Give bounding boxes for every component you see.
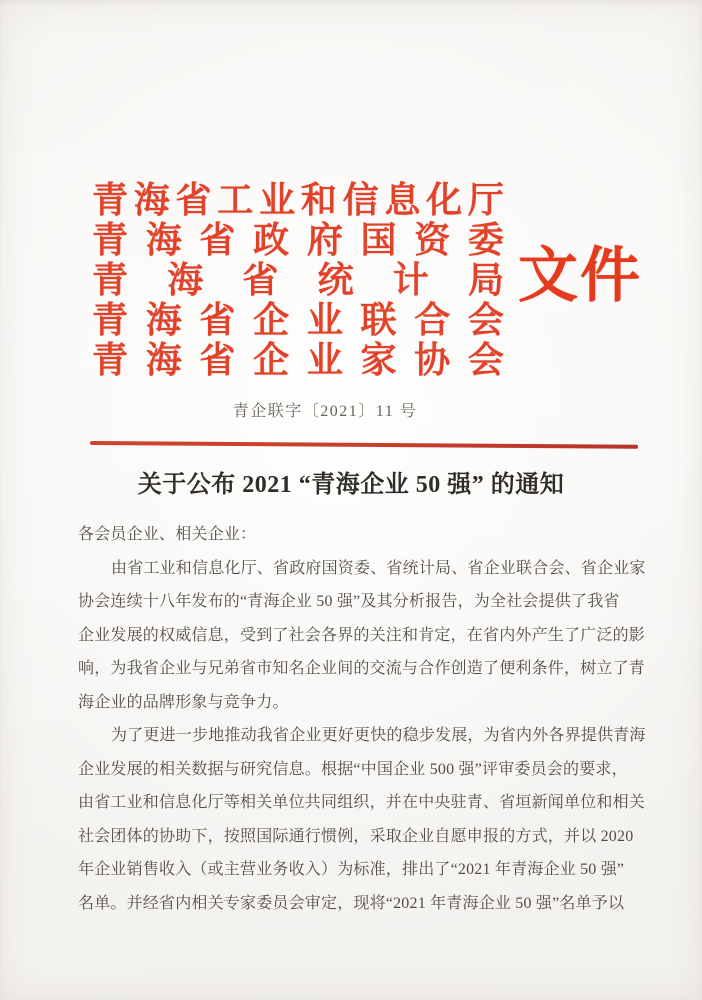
body-line: 企业发展的权威信息，受到了社会各界的关注和肯定，在省内外产生了广泛的影 xyxy=(78,626,646,644)
body-line: 年企业销售收入（或主营业务收入）为标准，排出了“2021 年青海企业 50 强” xyxy=(78,861,625,878)
org-name-line-1: 青 海 省 工 业 和 信 息 化 厅 xyxy=(92,180,504,220)
body-line: 响，为我省企业与兄弟省市知名企业间的交流与合作创造了便利条件，树立了青 xyxy=(78,660,646,677)
org-name-line-2: 青 海 省 政 府 国 资 委 xyxy=(92,220,504,260)
body-line: 由省工业和信息化厅等相关单位共同组织，并在中央驻青、省垣新闻单位和相关 xyxy=(78,794,646,811)
body-line: 社会团体的协助下，按照国际通行惯例，采取企业自愿申报的方式，并以 2020 xyxy=(78,827,634,845)
body-line: 为了更进一步地推动我省企业更好更快的稳步发展，为省内外各界提供青海 xyxy=(111,727,646,744)
org-name-line-5: 青 海 省 企 业 家 协 会 xyxy=(92,340,504,380)
red-divider-line xyxy=(90,441,638,448)
salutation: 各会员企业、相关企业： xyxy=(78,526,257,543)
org-name-line-3: 青 海 省 统 计 局 xyxy=(92,260,504,300)
header-org-block xyxy=(92,180,504,380)
body-line: 协会连续十八年发布的“青海企业 50 强”及其分析报告，为全社会提供了我省 xyxy=(78,593,620,610)
body-line: 名单。并经省内相关专家委员会审定，现将“2021 年青海企业 50 强”名单予以 xyxy=(78,894,625,912)
document-title: 关于公布 2021 “青海企业 50 强” 的通知 xyxy=(137,472,565,498)
body-line: 海企业的品牌形象与竞争力。 xyxy=(78,693,289,711)
document-body xyxy=(78,518,646,920)
doc-type-label: 文件 xyxy=(518,243,642,309)
body-line: 企业发展的相关数据与研究信息。根据“中国企业 500 强”评审委员会的要求， xyxy=(78,760,628,778)
doc-number-row xyxy=(0,398,676,421)
doc-number: 青企联字〔2021〕11 号 xyxy=(232,403,418,420)
org-name-line-4: 青 海 省 企 业 联 合 会 xyxy=(92,300,504,340)
body-line: 由省工业和信息化厅、省政府国资委、省统计局、省企业联合会、省企业家 xyxy=(111,559,646,577)
